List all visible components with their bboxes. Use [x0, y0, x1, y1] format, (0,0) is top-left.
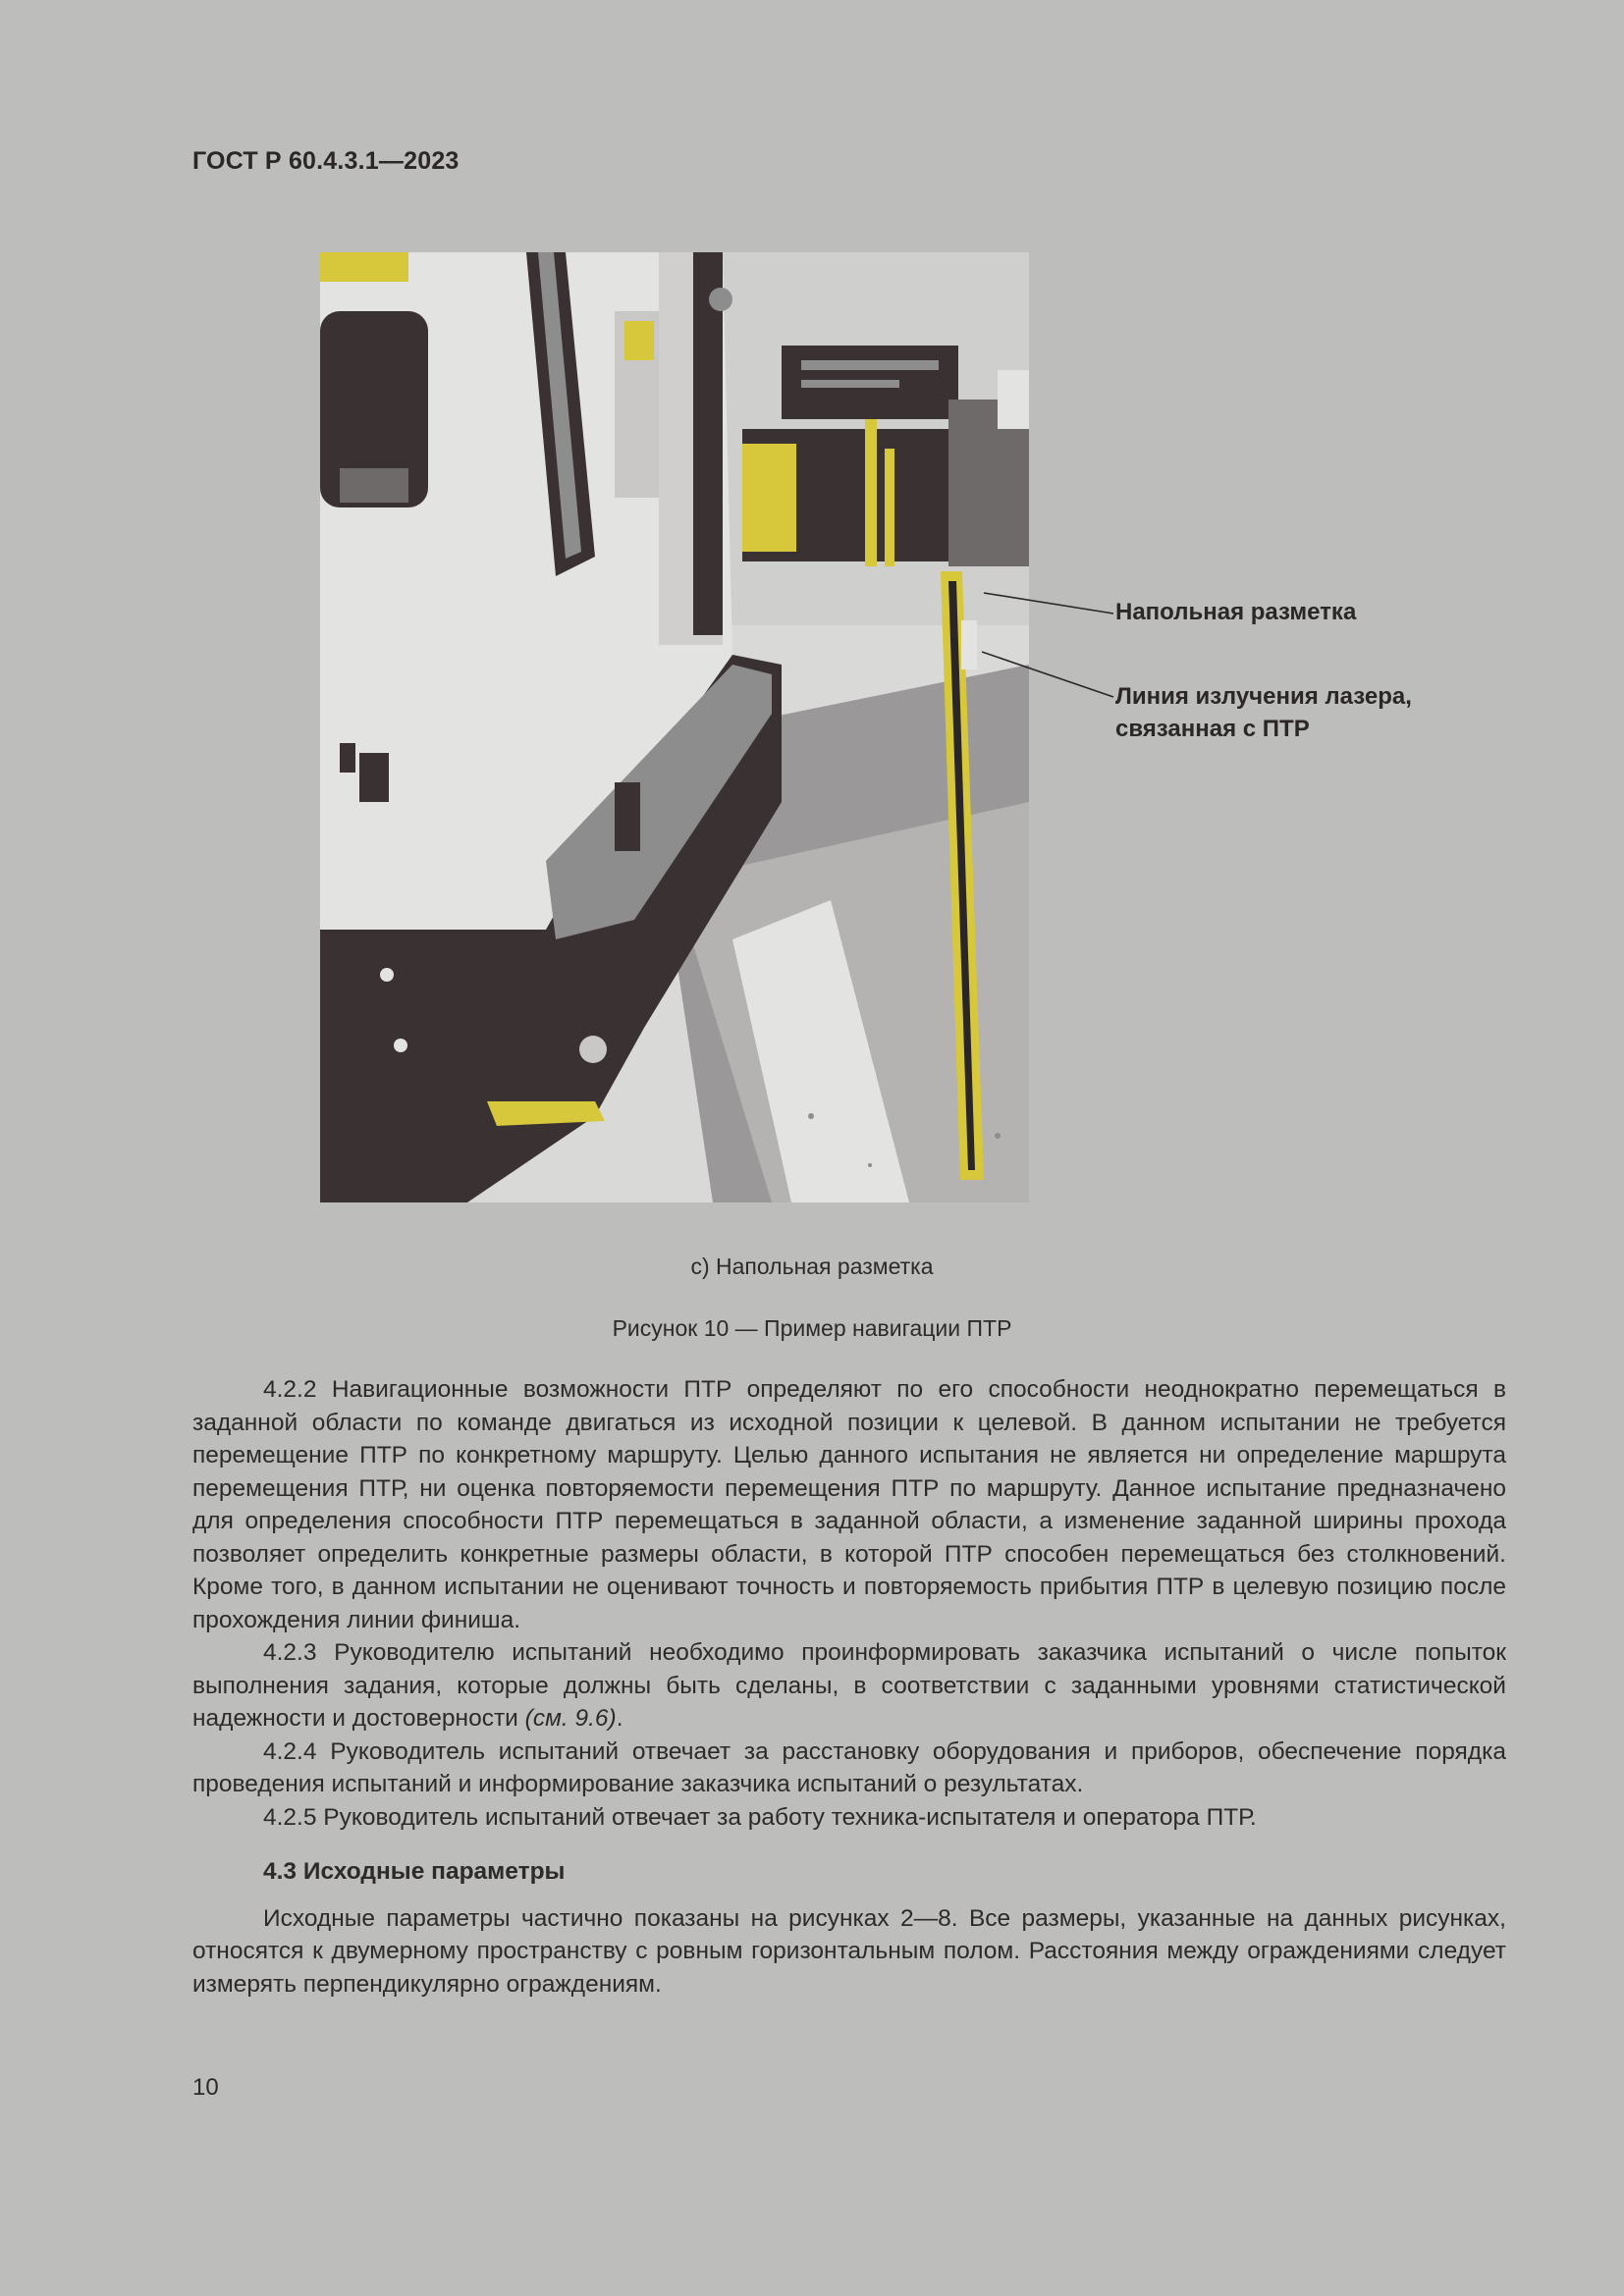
paragraph-4-2-5: 4.2.5 Руководитель испытаний отвечает за работу техника-испытателя и оператора ПТР.: [263, 1803, 1257, 1831]
page-number: 10: [192, 2074, 219, 2101]
paragraph-4-2-3: [192, 1636, 1506, 1735]
callout-laser-line-2: связанная с ПТР: [1115, 716, 1310, 742]
figure-subcaption: c) Напольная разметка: [690, 1254, 934, 1279]
paragraph-4-2-2: 4.2.2 Навигационные возможности ПТР определяют по его способности неоднократно перемещаться в заданной области по команде двигаться из исходной позиции к целевой. В данном испытании не требуется перемещение ПТР по конкретному маршруту. Целью данного испытания не является ни определение маршрута перемещения ПТР, ни оценка повторяемости перемещения ПТР по маршруту. Данное испытание предназначено для определения способности ПТР перемещаться в заданной области, а изменение заданной ширины прохода позволяет определить конкретные размеры области, в которой ПТР способен перемещаться без столкновений. Кроме того, в данном испытании не оценивают точность и повторяемость прибытия ПТР в целевую позицию после прохождения линии финиша.: [192, 1376, 1506, 1633]
paragraph-4-3: Исходные параметры частично показаны на рисунках 2—8. Все размеры, указанные на данных рисунках, относятся к двумерному пространству с ровным горизонтальным полом. Расстояния между ограждениями следует измерять перпендикулярно ограждениям.: [192, 1904, 1506, 1998]
paragraph-4-2-4: 4.2.4 Руководитель испытаний отвечает за расстановку оборудования и приборов, обеспечение порядка проведения испытаний и информирование заказчика испытаний о результатах.: [192, 1737, 1506, 1797]
floor-marking-photo: [320, 252, 1029, 1202]
figure-caption: Рисунок 10 — Пример навигации ПТР: [612, 1315, 1012, 1341]
body-text: [192, 1373, 1506, 2001]
paragraph-4-2-3-end: .: [616, 1705, 623, 1732]
callout-floor-marking: Напольная разметка: [1115, 599, 1357, 625]
callout-laser-line: [1115, 680, 1412, 745]
paragraph-4-2-3-ref: (см. 9.6): [524, 1705, 617, 1732]
document-id-header: ГОСТ Р 60.4.3.1—2023: [192, 147, 460, 175]
section-title-4-3: 4.3 Исходные параметры: [263, 1858, 566, 1885]
paragraph-4-2-3-text: 4.2.3 Руководителю испытаний необходимо проинформировать заказчика испытаний о числе попыток выполнения задания, которые должны быть сделаны, в соответствии с заданными уровнями статистической надежности и достоверности: [192, 1639, 1506, 1732]
callout-laser-line-1: Линия излучения лазера,: [1115, 683, 1412, 710]
